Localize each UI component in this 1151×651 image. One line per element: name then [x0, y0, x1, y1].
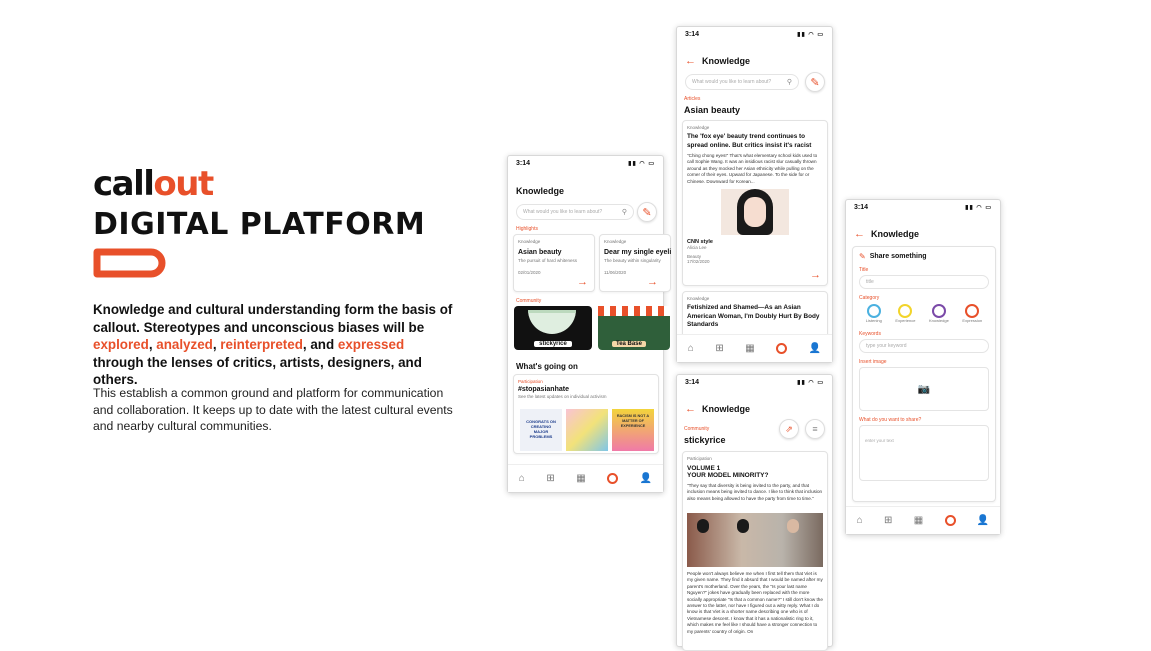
article-title: Fetishized and Shamed—As an Asian American Woman, I'm Doubly Hurt By Body Standards [687, 304, 820, 328]
page-title: Knowledge [516, 186, 565, 196]
highlight-card[interactable]: Knowledge Dear my single eyeli The beauty within singularity 11/06/2020 → [599, 234, 671, 292]
category-knowledge[interactable]: Knowledge [929, 304, 949, 323]
share-text-label: What do you want to share? [859, 417, 922, 423]
logo-out: out [153, 164, 213, 204]
callout-ring-icon[interactable] [945, 515, 956, 526]
signal-wifi-battery-icon: ▮▮ ◠ ▭ [965, 204, 992, 211]
arrow-right-icon[interactable]: → [577, 276, 588, 288]
articles-label: Articles [684, 96, 701, 102]
edit-button[interactable] [805, 72, 825, 92]
category-options [859, 304, 989, 323]
image-upload-box[interactable] [859, 367, 989, 411]
article-illustration [687, 189, 823, 235]
signal-wifi-battery-icon: ▮▮ ◠ ▭ [628, 160, 655, 167]
phone-knowledge-home [507, 155, 672, 493]
community-name: Tea Base [612, 341, 646, 347]
phone-articles [676, 26, 833, 363]
logo-call: call [93, 164, 154, 204]
word-reinterpreted: reinterpreted [220, 337, 303, 352]
bottom-nav [846, 506, 1000, 534]
platform-heading: DIGITAL PLATFORM [93, 207, 426, 242]
bottom-nav [677, 334, 832, 362]
category-ring-icon [898, 304, 912, 318]
phone-share-form [845, 199, 1001, 535]
page-title: Knowledge [871, 229, 920, 239]
volume-label: VOLUME 1 [687, 465, 721, 472]
category-expression[interactable]: Expression [962, 304, 982, 323]
status-bar: 3:14 ▮▮ ◠ ▭ [685, 30, 824, 38]
edit-button[interactable] [637, 202, 657, 222]
status-bar: 3:14 ▮▮ ◠ ▭ [685, 378, 824, 386]
phone-community-article [676, 374, 833, 647]
search-icon: ⚲ [621, 209, 627, 216]
status-bar: 3:14 ▮▮ ◠ ▭ [516, 159, 655, 167]
article-photo [687, 513, 823, 567]
search-input[interactable]: What would you like to learn about? ⚲ [685, 74, 799, 90]
form-heading: Share something [869, 253, 927, 260]
community-icon[interactable]: ⊞ [546, 473, 555, 484]
back-arrow-icon[interactable]: ← [685, 403, 696, 415]
callout-ring-icon[interactable] [776, 343, 787, 354]
community-label: Community [684, 426, 710, 432]
article-source: CNN style [687, 239, 713, 245]
share-text-area[interactable]: enter your text [859, 425, 989, 481]
community-name: stickyrice [684, 435, 726, 445]
intro-paragraph: Knowledge and cultural understanding form the basis of callout. Stereotypes and unconscious biases will be explored, analyzed, reinterpreted, and expressed through the lenses of critics, artists, designers, and others. [93, 302, 453, 387]
keywords-label: Keywords [859, 331, 881, 337]
category-ring-icon [867, 304, 881, 318]
community-card-stickyrice[interactable] [514, 306, 592, 350]
back-arrow-icon[interactable]: ← [685, 55, 696, 67]
community-name: stickyrice [534, 341, 572, 347]
events-icon[interactable]: ▦ [576, 473, 586, 484]
community-icon[interactable]: ⊞ [715, 343, 724, 354]
category-listening[interactable]: Listening [866, 304, 882, 323]
event-title: #stopasianhate [518, 386, 569, 393]
poster-image [566, 409, 608, 451]
event-card[interactable]: Participation #stopasianhate See the latest updates on individual activism CONGRATS ON CREATING MAJOR PROBLEMS RACISM IS NOT A MATTER OF EXPERIENCE [513, 374, 659, 454]
topic-heading: Asian beauty [684, 105, 741, 115]
title-input[interactable]: title [859, 275, 989, 289]
d-mark-icon [93, 248, 169, 278]
arrow-right-icon[interactable]: → [810, 269, 821, 281]
category-experience[interactable]: Experience [895, 304, 915, 323]
camera-icon: 📷 [917, 383, 931, 395]
secondary-paragraph: This establish a common ground and platform for communication and collaboration. It keeps up to date with the latest cultural events and nearby cultural communities. [93, 386, 453, 433]
category-ring-icon [932, 304, 946, 318]
insert-image-label: Insert image [859, 359, 887, 365]
highlight-card[interactable]: Knowledge Asian beauty The pursuit of hard whiteness 02/01/2020 → [513, 234, 595, 292]
events-icon[interactable]: ▦ [913, 515, 924, 526]
category-ring-icon [965, 304, 979, 318]
pencil-icon: ✎ [859, 252, 866, 261]
word-analyzed: analyzed [156, 337, 213, 352]
back-arrow-icon[interactable]: ← [854, 228, 865, 240]
rice-bowl-image [528, 310, 576, 334]
profile-icon[interactable]: 👤 [976, 515, 990, 526]
article-card[interactable]: Participation VOLUME 1 YOUR MODEL MINORITY? "They say that diversity is being invited to the party, and that inclusion means being invited to dance. I like to think that inclusion also means being allowed to have the party from time to time." People won't always believe me when I first tell them that Viet is my given name. They find it absurd that I would be named after my parent's motherland. Over the years, the "Is your last name Nguyen?" jokes have gradually been replaced with the more socially appropriate "Is that a common name?" I still don't know the answer to the latter, nor have I figured out a witty reply. What I do know is that Viet is a shorter name describing one who is of Vietnamese descent. I know that it has a nationalistic ring to it, which makes me feel like I should have a stronger connection to my parents' country of origin. On [682, 451, 828, 651]
article-body: People won't always believe me when I first tell them that Viet is my given name. They find it absurd that I would be named after my parent's motherland. Over the years, the "Is your last name Nguyen?" jokes have gradually been replaced with the more socially appropriate "Is that a common name?" I still don't know the answer to the latter, nor have I figured out a witty reply. What I do know is that Viet is a shorter name describing one who is of Vietnamese descent. I know that it has a nationalistic ring to it, which makes me feel like I should have a stronger connection to my parents' country of origin. On [687, 571, 823, 634]
share-form [852, 246, 996, 502]
search-input[interactable]: What would you like to learn about? ⚲ [516, 204, 634, 220]
pencil-icon: ✎ [642, 206, 652, 219]
community-label: Community [516, 298, 542, 304]
article-card[interactable]: Knowledge The 'fox eye' beauty trend continues to spread online. But critics insist it's racist "Ching chong eyes!" That's what elementary school kids used to call Sophie Wang. It was an insidious racist slur casually thrown around as they mocked her Asian ethnicity while pulling on the corner of their eyes. Upward for Japanese. To the side for or Chinese. Downward for Korean... CNN style Alicia Lee Beauty 17/02/2020 → [682, 120, 828, 286]
card-title: Asian beauty [518, 249, 562, 256]
callout-ring-icon[interactable] [607, 473, 618, 484]
whats-on-heading: What's going on [516, 362, 578, 371]
highlights-label: Highlights [516, 226, 538, 232]
hamburger-icon: ≡ [812, 424, 818, 434]
home-icon[interactable]: ⌂ [856, 515, 863, 526]
page-title: Knowledge [702, 404, 751, 414]
title-label: Title [859, 267, 869, 273]
profile-icon[interactable]: 👤 [808, 343, 822, 354]
poster-image: RACISM IS NOT A MATTER OF EXPERIENCE [612, 409, 654, 451]
pencil-icon: ✎ [810, 76, 820, 89]
card-title: Dear my single eyeli [604, 249, 672, 256]
profile-icon[interactable]: 👤 [639, 473, 653, 484]
category-label: Category [859, 295, 880, 301]
page-title: Knowledge [702, 56, 751, 66]
poster-image: CONGRATS ON CREATING MAJOR PROBLEMS [520, 409, 562, 451]
share-button[interactable] [779, 419, 799, 439]
word-expressed: expressed [337, 337, 405, 352]
home-icon[interactable]: ⌂ [687, 343, 694, 354]
article-headline: YOUR MODEL MINORITY? [687, 472, 769, 479]
signal-wifi-battery-icon: ▮▮ ◠ ▭ [797, 31, 824, 38]
bottom-nav [508, 464, 663, 492]
community-icon[interactable]: ⊞ [884, 515, 893, 526]
arrow-right-icon[interactable]: → [647, 276, 658, 288]
article-card[interactable]: Knowledge Fetishized and Shamed—As an Asian American Woman, I'm Doubly Hurt By Body Standards [682, 291, 828, 341]
status-bar: 3:14 ▮▮ ◠ ▭ [854, 203, 992, 211]
community-card-tea-base[interactable] [598, 306, 670, 350]
article-intro: "They say that diversity is being invited to the party, and that inclusion means being invited to dance. I like to think that inclusion also means being allowed to have the party from time to time." [687, 483, 823, 501]
menu-button[interactable] [805, 419, 825, 439]
signal-wifi-battery-icon: ▮▮ ◠ ▭ [797, 379, 824, 386]
callout-logo [93, 164, 425, 204]
home-icon[interactable]: ⌂ [518, 473, 525, 484]
brand-block [93, 164, 425, 282]
article-excerpt: "Ching chong eyes!" That's what elementary school kids used to call Sophie Wang. It was an insidious racist slur casually thrown around as they mocked her Asian ethnicity while pulling on the corner of their eyes. Upward for Japanese. To the side for or Chinese. Downward for Korean... [687, 153, 818, 184]
external-link-icon: ⇗ [785, 423, 793, 434]
keywords-input[interactable]: type your keyword [859, 339, 989, 353]
article-title: The 'fox eye' beauty trend continues to spread online. But critics insist it's racist [687, 133, 812, 149]
events-icon[interactable]: ▦ [745, 343, 755, 354]
search-icon: ⚲ [786, 79, 792, 86]
word-explored: explored [93, 337, 149, 352]
